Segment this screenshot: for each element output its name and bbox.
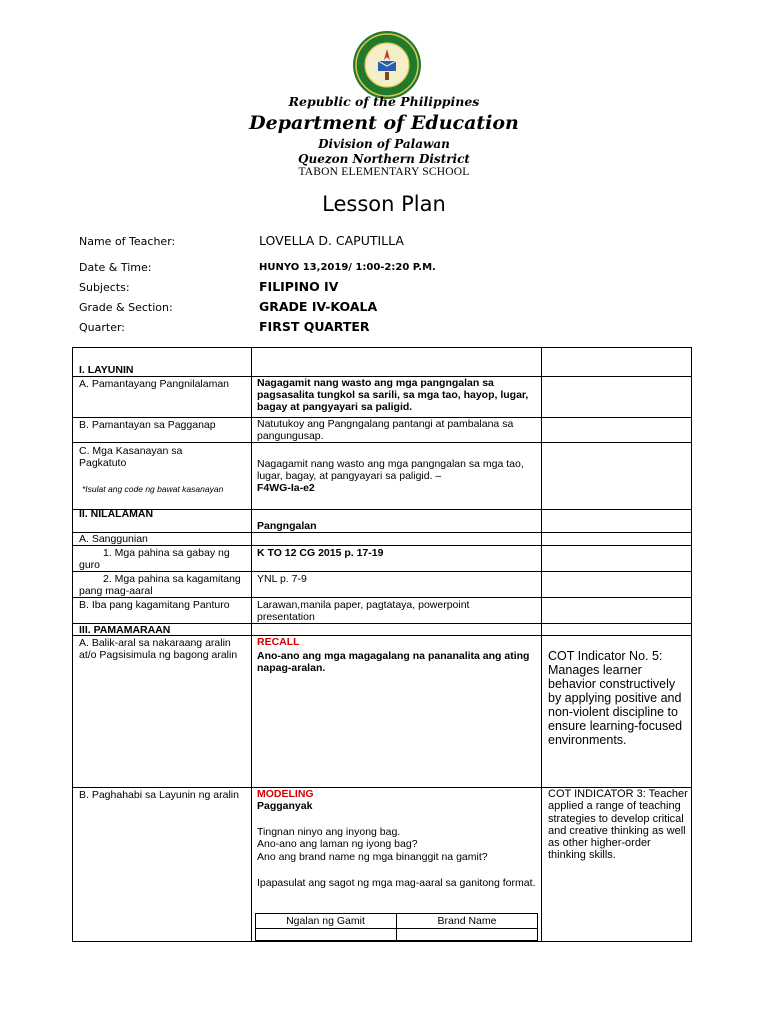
section-pamamaraan: III. PAMAMARAAN <box>79 624 171 636</box>
header-district: Quezon Northern District <box>298 152 470 166</box>
deped-seal-icon <box>352 30 422 100</box>
datetime-value: HUNYO 13,2019/ 1:00-2:20 P.M. <box>259 262 436 273</box>
pa-value: Ano-ano ang mga magagalang na pananalita ang ating napag-aralan. <box>257 650 530 674</box>
sanggunian-label: A. Sanggunian <box>79 533 148 545</box>
s2-label: 2. Mga pahina sa kagamitang pang mag-aaral <box>79 573 241 597</box>
pb-q3: Ano ang brand name ng mga binanggit na gamit? <box>257 851 488 863</box>
row-c-label: C. Mga Kasanayan sa Pagkatuto <box>79 445 183 469</box>
row-b-value: Natutukoy ang Pangngalang pantangi at pambalana sa pangungusap. <box>257 418 514 442</box>
table-divider <box>72 442 692 443</box>
row-a-value: Nagagamit nang wasto ang mga pangngalan sa pagsasalita tungkol sa sarili, sa mga tao, hayop, lugar, bagay at pangyayari sa paligid. <box>257 377 529 413</box>
table-divider <box>72 597 692 598</box>
pa-cot: COT Indicator No. 5: Manages learner behavior constructively by applying positive and non-violent discipline to ensure learning-focused environments. <box>548 649 683 747</box>
s3-value: Larawan,manila paper, pagtataya, powerpoint presentation <box>257 599 470 623</box>
mini-col-brand: Brand Name <box>437 915 497 927</box>
teacher-value: LOVELLA D. CAPUTILLA <box>259 233 404 248</box>
row-a-label: A. Pamantayang Pangnilalaman <box>79 378 230 390</box>
pb-q4: Ipapasulat ang sagot ng mga mag-aaral sa ganitong format. <box>257 877 536 889</box>
nilalaman-value: Pangngalan <box>257 520 317 532</box>
mini-table-divider <box>255 928 538 929</box>
quarter-label: Quarter: <box>79 321 126 334</box>
header-division: Division of Palawan <box>318 137 450 151</box>
pb-q2: Ano-ano ang laman ng iyong bag? <box>257 838 418 850</box>
pb-label: B. Paghahabi sa Layunin ng aralin <box>79 789 239 801</box>
table-divider <box>72 571 692 572</box>
s1-value: K TO 12 CG 2015 p. 17-19 <box>257 547 384 559</box>
pb-sub: Pagganyak <box>257 800 313 812</box>
table-divider <box>72 545 692 546</box>
row-c-value: Nagagamit nang wasto ang mga pangngalan sa mga tao, lugar, bagay, at pangyayari sa paligid. – <box>257 458 524 482</box>
section-nilalaman: II. NILALAMAN <box>79 508 154 520</box>
table-divider <box>541 347 542 942</box>
s2-value: YNL p. 7-9 <box>257 573 307 585</box>
pa-tag: RECALL <box>257 636 300 648</box>
pa-label: A. Balik-aral sa nakaraang aralin at/o Pagsisimula ng bagong aralin <box>79 637 238 661</box>
row-c-code: F4WG-Ia-e2 <box>257 482 315 494</box>
s3-label: B. Iba pang kagamitang Panturo <box>79 599 230 611</box>
subjects-value: FILIPINO IV <box>259 279 339 294</box>
section-layunin: I. LAYUNIN <box>79 364 134 376</box>
header-republic: Republic of the Philippines <box>288 94 480 109</box>
datetime-label: Date & Time: <box>79 261 152 274</box>
grade-value: GRADE IV-KOALA <box>259 299 378 314</box>
teacher-label: Name of Teacher: <box>79 235 176 248</box>
subjects-label: Subjects: <box>79 281 130 294</box>
table-divider <box>251 347 252 942</box>
grade-label: Grade & Section: <box>79 301 173 314</box>
table-divider <box>72 532 692 533</box>
pb-tag: MODELING <box>257 788 314 800</box>
mini-col-gamit: Ngalan ng Gamit <box>286 915 365 927</box>
row-b-label: B. Pamantayan sa Pagganap <box>79 419 216 431</box>
page-title: Lesson Plan <box>322 192 446 216</box>
quarter-value: FIRST QUARTER <box>259 319 370 334</box>
row-c-note: *Isulat ang code ng bawat kasanayan <box>82 484 224 494</box>
pb-q1: Tingnan ninyo ang inyong bag. <box>257 826 401 838</box>
header-school: TABON ELEMENTARY SCHOOL <box>298 166 470 178</box>
s1-label: 1. Mga pahina sa gabay ng guro <box>79 547 230 571</box>
table-divider <box>72 509 692 510</box>
pb-cot: COT INDICATOR 3: Teacher applied a range of teaching strategies to develop critical and creative thinking as well as other higher-order thinking skills. <box>548 788 688 862</box>
header-department: Department of Education <box>249 112 519 134</box>
